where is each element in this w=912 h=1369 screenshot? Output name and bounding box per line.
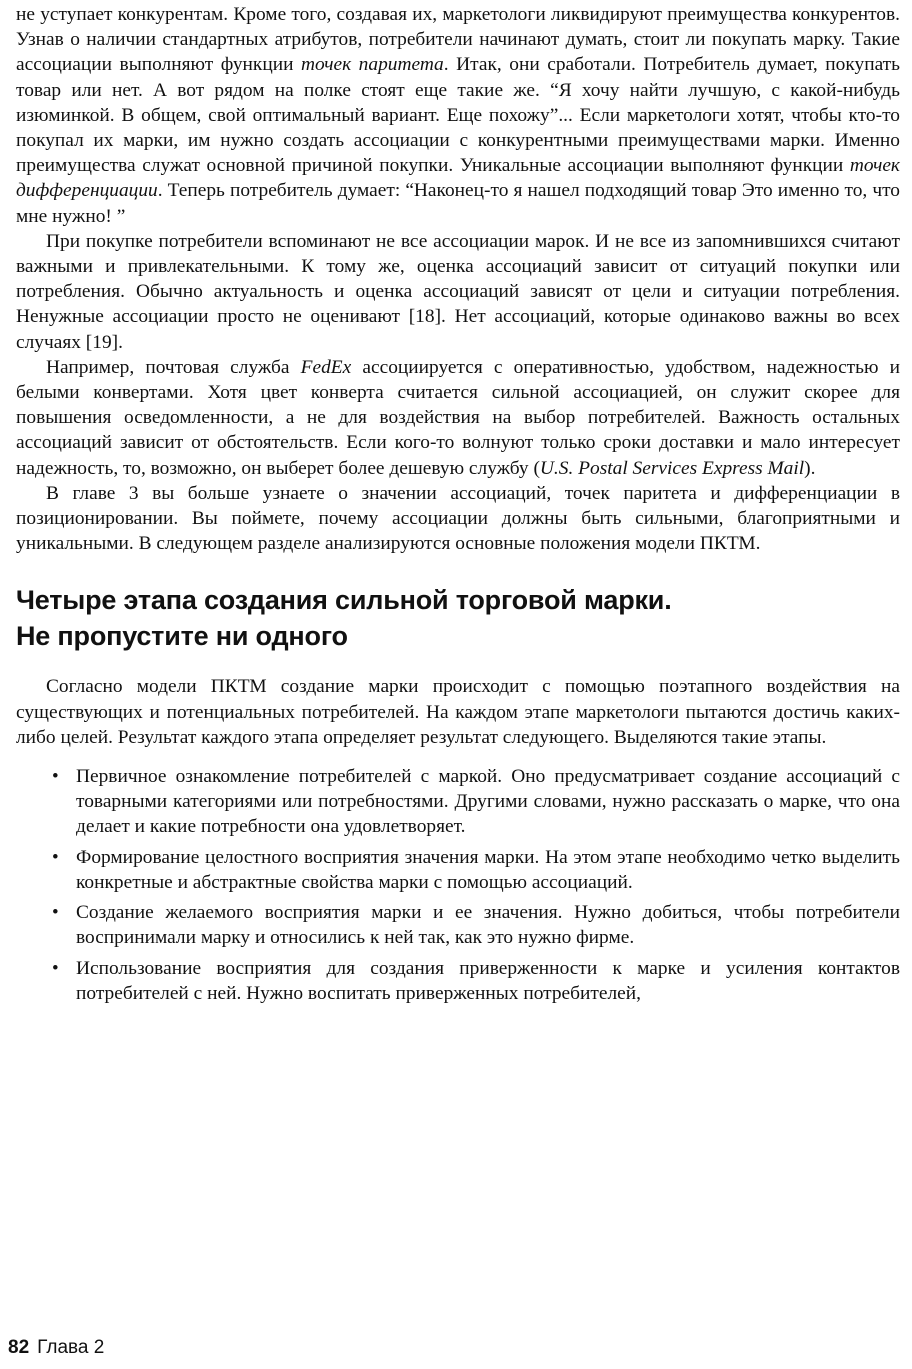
text-run: . Итак, они сработали. Потребитель думает, покупать товар или нет. А вот рядом на полке стоят еще такие же. “Я хочу найти лучшую, с какой-нибудь изюминкой. В общем, свой оптимальный вариант. Еще похожу”... Если маркетологи хотят, чтобы кто-то покупал их марки, им нужно создать ассоциации с конкурентными преимуществами марки. Именно преимущества служат основной причиной покупки. Уникальные ассоциации выполняют функции: [16, 54, 900, 177]
italic-run: U.S. Postal Services Express Mail: [539, 457, 805, 479]
list-item-text: Использование восприятия для создания приверженности к марке и усиления контактов потребителей с ней. Нужно воспитать приверженных потребителей,: [76, 957, 900, 1004]
text-run: . Теперь потребитель думает: “Наконец-то я нашел подходящий товар Это именно то, что мне нужно! ”: [16, 180, 900, 227]
list-item: [16, 764, 900, 840]
text-run: В главе 3 вы больше узнаете о значении ассоциаций, точек паритета и дифференциации в позиционировании. Вы поймете, почему ассоциации должны быть сильными, благоприятными и уникальными. В следующем разделе анализируются основные положения модели ПКТМ.: [16, 482, 900, 555]
text-run: не уступает конкурентам. Кроме того, создавая их, маркетологи ликвидируют преимущества конкурентов. Узнав о наличии стандартных атрибутов, потребители начинают думать, стоит ли покупать марку. Такие ассоциации выполняют функции: [16, 4, 900, 76]
bullet-icon: •: [52, 902, 59, 924]
bullet-icon: •: [52, 846, 59, 868]
text-run: При покупке потребители вспоминают не все ассоциации марок. И не все из запомнившихся считают важными и привлекательными. К тому же, оценка ассоциаций зависит от ситуаций покупки или потребления. Обычно актуальность и оценка ассоциаций зависят от цели и ситуации потребления. Ненужные ассоциации просто не оценивают [18]. Нет ассоциаций, которые одинаково важны во всех случаях [19].: [16, 230, 900, 353]
page-footer: [8, 1336, 104, 1360]
list-item-text: Создание желаемого восприятия марки и ее значения. Нужно добиться, чтобы потребители воспринимали марку и относились к ней так, как это нужно фирме.: [76, 902, 900, 949]
section-heading-line-1: Четыре этапа создания сильной торговой марки.: [16, 585, 672, 616]
text-run: ).: [804, 457, 816, 479]
text-run: Например, почтовая служба: [46, 356, 301, 378]
italic-run: точек паритета: [301, 54, 444, 76]
list-item-text: Формирование целостного восприятия значения марки. На этом этапе необходимо четко выделить конкретные и абстрактные свойства марки с помощью ассоциаций.: [76, 846, 900, 893]
paragraph-3: [16, 355, 900, 481]
list-item-text: Первичное ознакомление потребителей с маркой. Оно предусматривает создание ассоциаций с товарными категориями или потребностями. Другими словами, нужно рассказать о марке, что она делает и какие потребности она удовлетворяет.: [76, 766, 900, 838]
paragraph-1: [16, 2, 900, 229]
italic-run: FedEx: [300, 356, 352, 378]
list-item: [16, 956, 900, 1006]
bullet-icon: •: [52, 766, 59, 788]
chapter-label: Глава 2: [37, 1337, 105, 1358]
stages-list: [16, 764, 900, 1006]
italic-run: точек дифференциации: [16, 155, 900, 202]
paragraph-4: [16, 481, 900, 557]
paragraph-2: [16, 229, 900, 355]
section-heading-line-2: Не пропустите ни одного: [16, 621, 348, 652]
list-item: [16, 900, 900, 950]
text-run: ассоциируется с оперативностью, удобством, надежностью и белыми конвертами. Хотя цвет конверта считается сильной ассоциацией, он служит скорее для повышения осведомленности, а не для воздействия на выбор потребителей. Важность остальных ассоциаций зависит от обстоятельств. Если кого-то волнуют только сроки доставки и мало интересует надежность, то, возможно, он выберет более дешевую службу (: [16, 356, 900, 479]
bullet-icon: •: [52, 957, 59, 979]
section-intro-paragraph: [16, 674, 900, 750]
section-heading: [16, 582, 900, 654]
document-page: [16, 0, 900, 1011]
list-item: [16, 845, 900, 895]
page-number: 82: [8, 1337, 30, 1358]
body-text: [16, 2, 900, 556]
text-run: Согласно модели ПКТМ создание марки происходит с помощью поэтапного воздействия на существующих и потенциальных потребителей. На каждом этапе маркетологи пытаются достичь каких-либо целей. Результат каждого этапа определяет результат следующего. Выделяются такие этапы.: [16, 676, 900, 748]
